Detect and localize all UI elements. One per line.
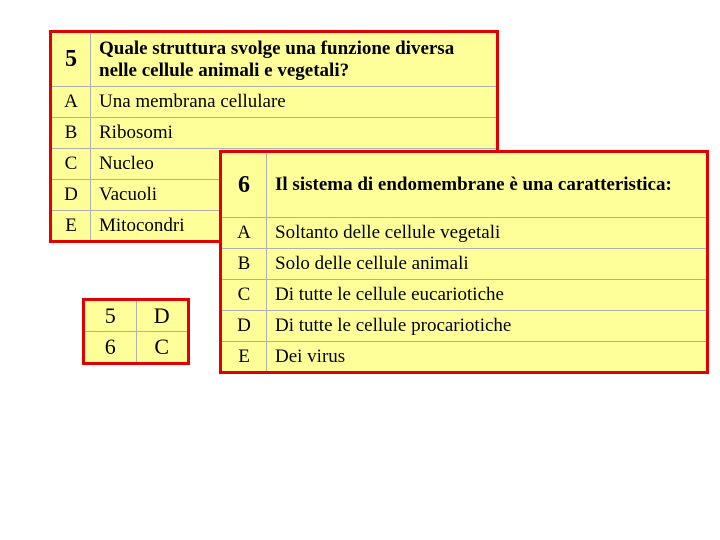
q5-option-text: Ribosomi xyxy=(91,118,498,149)
q6-option-letter: A xyxy=(221,218,267,249)
q5-option-letter: C xyxy=(51,149,91,180)
q6-option-letter: C xyxy=(221,280,267,311)
q5-option-letter: E xyxy=(51,211,91,242)
question-5-number: 5 xyxy=(51,32,91,87)
answer-key-answer: D xyxy=(136,300,189,332)
answer-key-question: 6 xyxy=(84,332,137,364)
q6-option-text: Di tutte le cellule procariotiche xyxy=(267,311,708,342)
q5-option-text: Mitocondri xyxy=(91,211,498,242)
answer-key-table xyxy=(82,298,190,365)
question-6-number: 6 xyxy=(221,152,267,218)
q6-option-text: Soltanto delle cellule vegetali xyxy=(267,218,708,249)
q5-option-text: Una membrana cellulare xyxy=(91,87,498,118)
q5-option-text: Nucleo xyxy=(91,149,498,180)
question-6-text: Il sistema di endomembrane è una caratteristica: xyxy=(267,152,708,218)
q5-option-text: Vacuoli xyxy=(91,180,498,211)
q5-option-letter: D xyxy=(51,180,91,211)
q6-option-text: Dei virus xyxy=(267,342,708,373)
answer-key-answer: C xyxy=(136,332,189,364)
q5-option-letter: A xyxy=(51,87,91,118)
question-5-text-line1: Quale struttura svolge una funzione diversa xyxy=(99,37,455,59)
question-5-text-line2: nelle cellule animali e vegetali? xyxy=(99,59,350,81)
question-6-table xyxy=(219,150,709,374)
q6-option-text: Di tutte le cellule eucariotiche xyxy=(267,280,708,311)
q6-option-letter: B xyxy=(221,249,267,280)
q6-option-text: Solo delle cellule animali xyxy=(267,249,708,280)
question-5-text xyxy=(91,32,498,87)
q6-option-letter: E xyxy=(221,342,267,373)
q5-option-letter: B xyxy=(51,118,91,149)
answer-key-question: 5 xyxy=(84,300,137,332)
q6-option-letter: D xyxy=(221,311,267,342)
